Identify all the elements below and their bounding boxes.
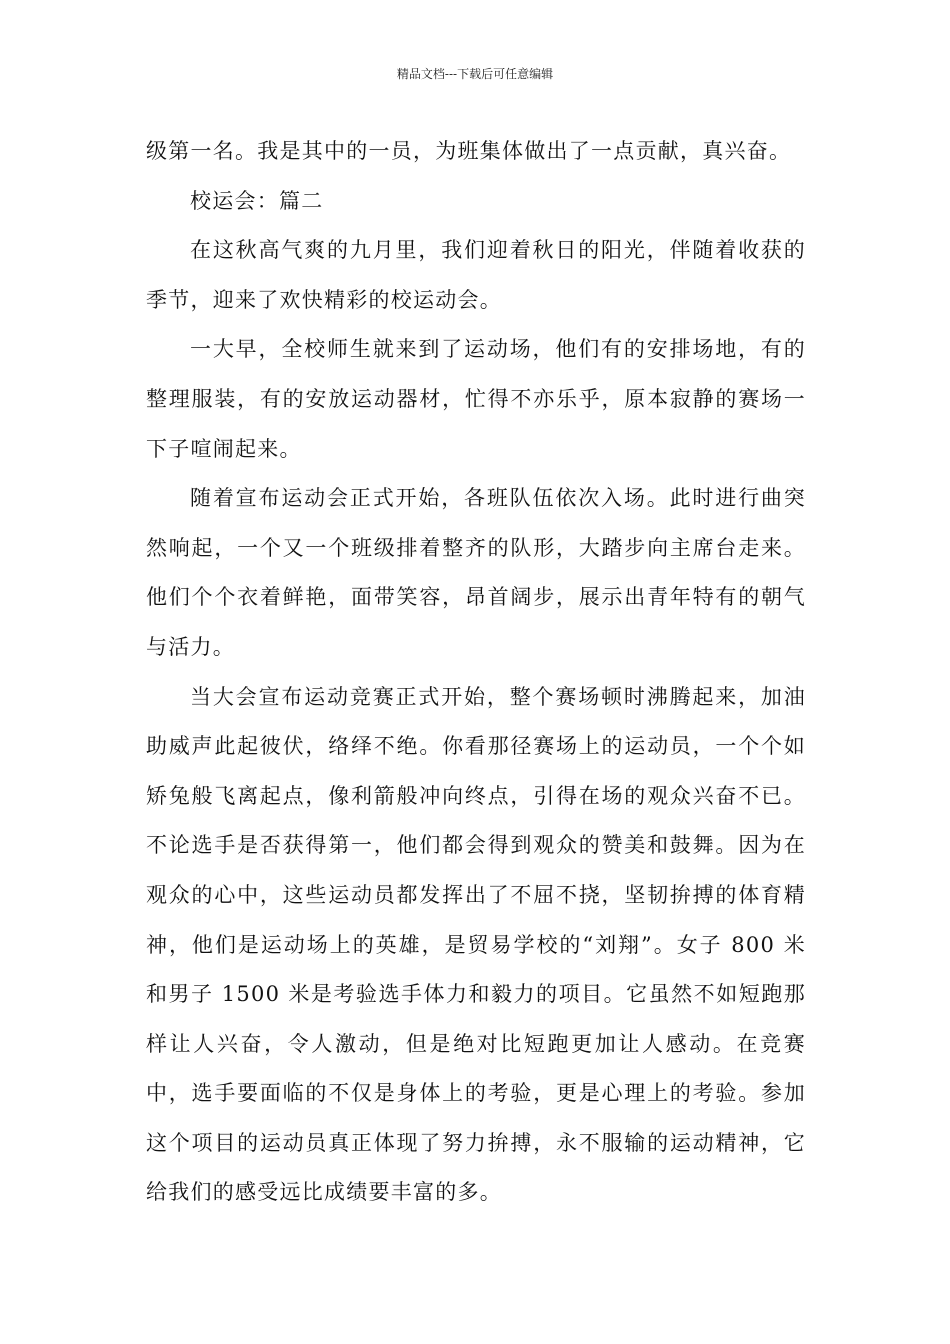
section-heading: 校运会：篇二 [190,188,324,213]
paragraph-competition: 当大会宣布运动竞赛正式开始，整个赛场顿时沸腾起来，加油助威声此起彼伏，络绎不绝。你看那径赛场上的运动员，一个个如矫兔般飞离起点，像利箭般冲向终点，引得在场的观众兴奋不已。不论选手是否获得第一，他们都会得到观众的赞美和鼓舞。因为在观众的心中，这些运动员都发挥出了不屈不挠，坚韧拚搏的体育精神，他们是运动场上的英雄，是贸易学校的“刘翔”。女子 800 米和男子 1500 米是考验选手体力和毅力的项目。它虽然不如短跑那样让人兴奋，令人激动，但是绝对比短跑更加让人感动。在竞赛中，选手要面临的不仅是身体上的考验，更是心理上的考验。参加这个项目的运动员真正体现了努力拚搏，永不服输的运动精神，它给我们的感受远比成绩要丰富的多。 [146,684,806,1205]
paragraph-morning: 一大早，全校师生就来到了运动场，他们有的安排场地，有的整理服装，有的安放运动器材，忙得不亦乐乎，原本寂静的赛场一下子喧闹起来。 [146,337,806,461]
paragraph-continuation: 级第一名。我是其中的一员，为班集体做出了一点贡献，真兴奋。 [146,139,792,163]
document-body [146,127,806,1218]
paragraph-intro: 在这秋高气爽的九月里，我们迎着秋日的阳光，伴随着收获的季节，迎来了欢快精彩的校运动会。 [146,238,806,312]
paragraph-opening: 随着宣布运动会正式开始，各班队伍依次入场。此时进行曲突然响起，一个又一个班级排着整齐的队形，大踏步向主席台走来。他们个个衣着鲜艳，面带笑容，昂首阔步，展示出青年特有的朝气与活力。 [146,486,806,659]
page-header: 精品文档---下载后可任意编辑 [396,67,554,81]
